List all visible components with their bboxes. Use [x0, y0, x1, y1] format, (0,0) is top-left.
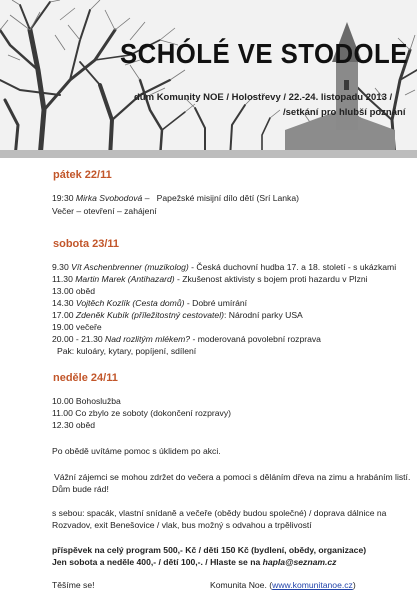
- sunday-item: [52, 408, 231, 418]
- stay-note-line1: Vážní zájemci se mohou zdržet do večera a pomoci s děláním dřeva na zimu a hrabáním listí.: [54, 472, 411, 482]
- event-subtitle-line1: dům Komunity NOE / Holostřevy / 22.-24. listopadu 2013 /: [134, 92, 393, 103]
- sunday-heading: neděle 24/11: [53, 372, 118, 384]
- item-description: - Dobré umírání: [184, 298, 248, 308]
- saturday-item: [52, 286, 95, 296]
- item-time: 11.30: [52, 274, 73, 284]
- item-time: 11.00: [52, 408, 73, 418]
- item-description: : Národní parky USA: [223, 310, 303, 320]
- item-description: - Česká duchovní hudba 17. a 18. století - s ukázkami: [188, 262, 397, 272]
- friday-item: [52, 193, 299, 203]
- bring-note-line1: s sebou: spacák, vlastní snídaně a večeře (obědy budou společné) / doprava dálnice na: [52, 508, 387, 518]
- item-separator: –: [142, 193, 157, 203]
- item-speaker: Nad rozlitým mlékem?: [105, 334, 191, 344]
- fee-line1: příspěvek na celý program 500,- Kč / děti 150 Kč (bydlení, obědy, organizace): [52, 545, 367, 555]
- stay-note-line2: Dům bude rád!: [52, 484, 109, 494]
- page-title: SCHÓLÉ VE STODOLE: [120, 38, 408, 69]
- contact-email[interactable]: hapla@seznam.cz: [262, 557, 337, 567]
- item-description: - moderovaná povolební rozprava: [190, 334, 321, 344]
- item-time: 14.30: [52, 298, 74, 308]
- item-time: 20.00 - 21.30: [52, 334, 103, 344]
- signature-text: Komunita Noe.: [210, 580, 267, 590]
- bring-note-line2: Rozvadov, exit Benešovice / vlak, bus možný s odvahou a trpělivostí: [52, 520, 312, 530]
- signature: Komunita Noe. (www.komunitanoe.cz): [210, 580, 356, 590]
- saturday-item: [52, 322, 102, 332]
- item-description: - Zkušenost aktivisty s bojem proti hazardu v Plzni: [174, 274, 368, 284]
- item-description: oběd: [75, 286, 96, 296]
- item-speaker: Vít Aschenbrenner (muzikolog): [71, 262, 189, 272]
- item-speaker: Mirka Svobodová: [75, 193, 143, 203]
- cleanup-note: Po obědě uvítáme pomoc s úklidem po akci.: [52, 446, 221, 456]
- friday-heading: pátek 22/11: [53, 169, 112, 181]
- item-time: 13.00: [52, 286, 74, 296]
- item-time: 12.30: [52, 420, 74, 430]
- item-speaker: Vojtěch Kozlík (Cesta domů): [75, 298, 185, 308]
- saturday-item: [52, 334, 321, 344]
- item-time: 19:30: [52, 193, 74, 203]
- bare-trees-illustration: [0, 0, 417, 158]
- friday-item: [52, 206, 157, 216]
- saturday-item: [52, 274, 368, 284]
- saturday-heading: sobota 23/11: [53, 238, 120, 250]
- item-speaker: Zdeněk Kubík (příležitostný cestovatel): [75, 310, 224, 320]
- sunday-item: [52, 420, 95, 430]
- item-description: Co zbylo ze soboty (dokončení rozpravy): [75, 408, 231, 418]
- item-description: večeře: [75, 322, 102, 332]
- item-time: 10.00: [52, 396, 74, 406]
- website-link[interactable]: www.komunitanoe.cz: [272, 580, 353, 590]
- sunday-item: [52, 396, 121, 406]
- closing-text: Těšíme se!: [52, 580, 95, 590]
- fee-line2: [52, 557, 336, 567]
- item-time: 9.30: [52, 262, 69, 272]
- item-description: Bohoslužba: [75, 396, 121, 406]
- item-description: oběd: [75, 420, 96, 430]
- item-time: 19.00: [52, 322, 74, 332]
- item-description: Pak: kuloáry, kytary, popíjení, sdílení: [57, 346, 197, 356]
- fee-line2-text: Jen sobota a neděle 400,- / dětí 100,-. / Hlaste se na: [52, 557, 263, 567]
- saturday-item: [52, 262, 396, 272]
- item-description: Večer – otevření – zahájení: [52, 206, 157, 216]
- item-time: 17.00: [52, 310, 74, 320]
- saturday-item: [57, 346, 196, 356]
- header-banner: [0, 0, 417, 158]
- item-speaker: Martin Marek (Antihazard): [75, 274, 175, 284]
- saturday-item: [52, 310, 303, 320]
- item-description: Papežské misijní dílo dětí (Srí Lanka): [156, 193, 299, 203]
- saturday-item: [52, 298, 247, 308]
- event-subtitle-line2: /setkání pro hlubší poznání: [283, 107, 406, 118]
